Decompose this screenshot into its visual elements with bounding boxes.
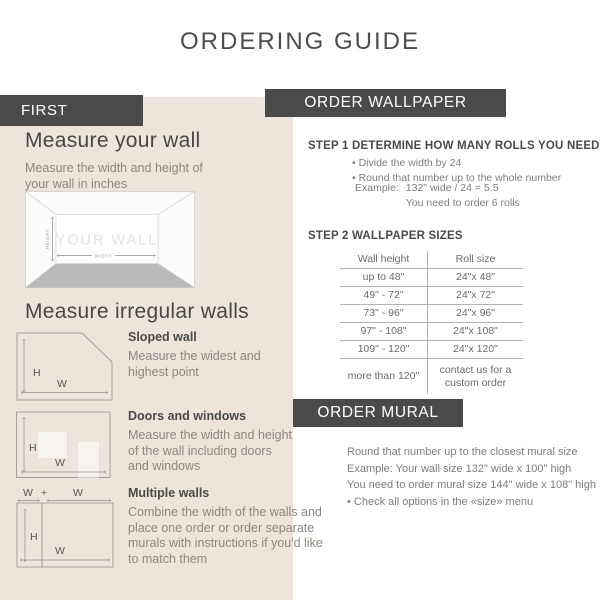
wall-height-cell: more than 120": [347, 370, 420, 383]
item-title: Doors and windows: [128, 409, 247, 423]
plus-label: +: [40, 487, 48, 499]
step2-title: WALLPAPER SIZES: [352, 230, 463, 242]
order-wallpaper-header-bar: [265, 89, 506, 117]
wall-height-cell: 109" - 120": [340, 341, 427, 359]
w-label: W: [55, 457, 65, 469]
mural-instructions: [347, 444, 596, 510]
step1-bullet-line: • Divide the width by 24: [352, 157, 462, 169]
w-label: W: [57, 378, 67, 390]
measure-wall-description: Measure the width and height of your wall in inches: [25, 161, 203, 191]
doors-windows-diagram: [16, 411, 112, 479]
page-title: ORDERING GUIDE: [179, 28, 420, 55]
step1-example: [355, 182, 520, 209]
step1-title: DETERMINE HOW MANY ROLLS YOU NEED: [352, 140, 600, 152]
wall-perspective-diagram: [25, 191, 195, 288]
roll-size-cell: 24"x 120": [427, 341, 523, 359]
w1-label: W: [23, 487, 33, 499]
mural-instruction-line: You need to order mural size 144" wide x 108" high: [347, 479, 596, 491]
table-row: [340, 287, 523, 305]
item-title: Sloped wall: [128, 330, 197, 344]
roll-size-cell: 24"x 48": [427, 269, 523, 287]
example-spacer: [355, 197, 399, 209]
measure-wall-heading: Measure your wall: [25, 129, 201, 152]
height-dimension-label: HEIGHT: [45, 228, 50, 250]
sloped-wall-item: [128, 330, 286, 380]
example-label: Example:: [355, 182, 399, 194]
example-result: You need to order 6 rolls: [405, 197, 520, 209]
multiple-walls-item: [128, 486, 326, 568]
item-body: Combine the width of the walls and place one order or order separate murals with instructions if you'd like to match them: [128, 505, 323, 566]
step1-label: STEP 1: [308, 140, 349, 152]
table-row: [340, 359, 523, 394]
order-mural-label: ORDER MURAL: [317, 404, 439, 421]
sloped-wall-diagram: [16, 332, 116, 402]
h-label: H: [33, 367, 41, 379]
wall-height-column-header: Wall height: [340, 251, 427, 269]
multiple-walls-diagram: [16, 484, 116, 572]
width-dimension-label: WIDTH: [94, 253, 113, 259]
first-header-label: FIRST: [21, 102, 68, 119]
wallpaper-size-table: [340, 251, 523, 394]
step2-label: STEP 2: [308, 230, 349, 242]
roll-size-cell: 24"x 96": [427, 305, 523, 323]
wall-height-cell: 97" - 108": [340, 323, 427, 341]
roll-size-cell: 24"x 72": [427, 287, 523, 305]
roll-size-column-header: Roll size: [427, 251, 523, 269]
order-wallpaper-label: ORDER WALLPAPER: [304, 94, 467, 111]
first-header-bar: [0, 95, 143, 126]
mural-instruction-line: Round that number up to the closest mural size: [347, 446, 578, 458]
wall-height-cell: up to 48": [340, 269, 427, 287]
irregular-walls-heading: Measure irregular walls: [25, 300, 249, 323]
mural-instruction-line: • Check all options in the «size» menu: [347, 495, 534, 508]
step1-bullets: [352, 156, 561, 185]
table-row: [340, 341, 523, 359]
h-label: H: [30, 531, 38, 543]
your-wall-label: YOUR WALL: [55, 232, 159, 249]
w2-label: W: [73, 487, 83, 499]
item-body: Measure the width and height of the wall including doors and windows: [128, 428, 292, 474]
window-shape: [38, 432, 67, 458]
wall-height-cell: 73" - 96": [340, 305, 427, 323]
table-row: [340, 305, 523, 323]
roll-size-cell: 24"x 108": [427, 323, 523, 341]
doors-windows-item: [128, 409, 292, 475]
step1-bullet-line: • Round that number up to the whole number: [352, 171, 562, 184]
item-title: Multiple walls: [128, 486, 210, 500]
table-header-row: [340, 251, 523, 269]
mural-instruction-line: Example: Your wall size 132" wide x 100" high: [347, 462, 572, 475]
table-row: [340, 269, 523, 287]
h-label: H: [29, 442, 37, 454]
table-body: [340, 269, 523, 394]
table-row: [340, 323, 523, 341]
wall-height-cell: 49" - 72": [340, 287, 427, 305]
order-mural-header-bar: [293, 399, 463, 427]
example-value: 132" wide / 24 = 5.5: [405, 182, 499, 194]
roll-size-cell: contact us for a custom order: [427, 359, 523, 394]
item-body: Measure the widest and highest point: [128, 349, 261, 379]
w-label: W: [55, 545, 65, 557]
